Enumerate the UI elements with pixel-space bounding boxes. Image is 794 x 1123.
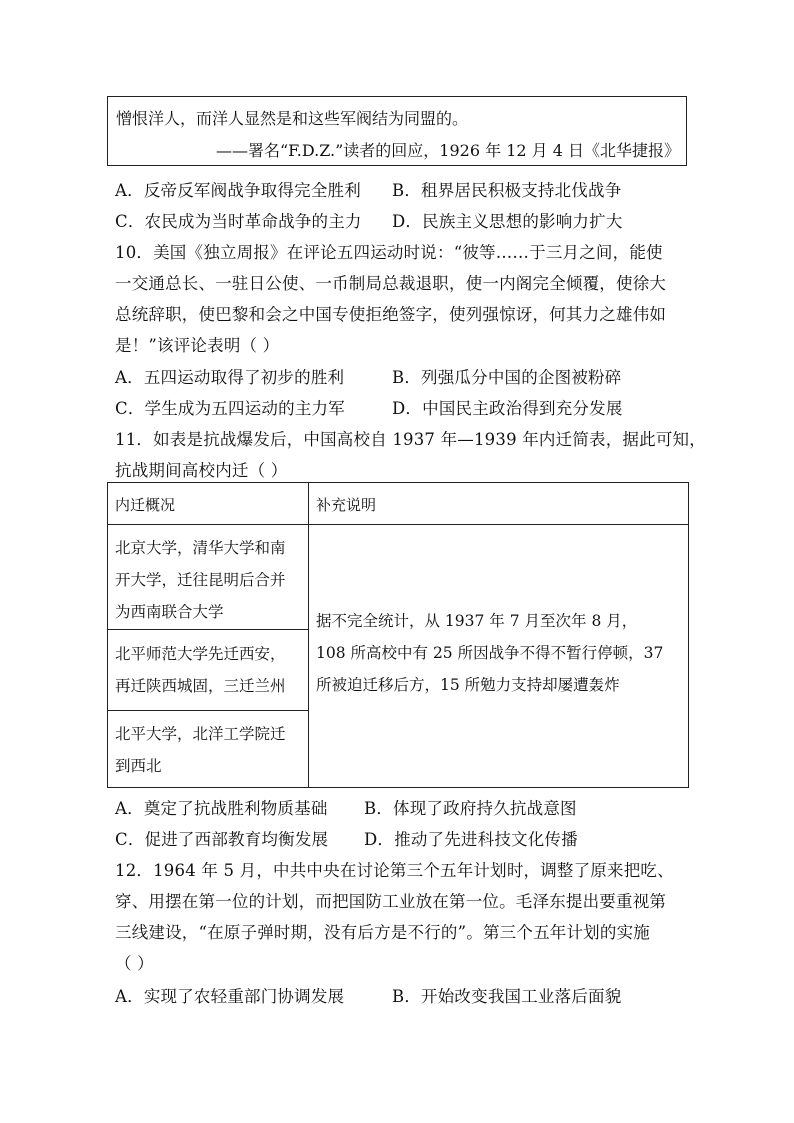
q9-option-d: D．民族主义思想的影响力扩大 (392, 212, 623, 231)
q12-stem-line: 三线建设，“在原子弹时期，没有后方是不行的”。第三个五年计划的实施 (115, 923, 650, 942)
q10-stem-line: 总统辞职，使巴黎和会之中国专使拒绝签字，使列强惊讶，何其力之雄伟如 (115, 305, 667, 324)
q11-option-a: A．奠定了抗战胜利物质基础 (115, 799, 328, 818)
table-note-line: 据不完全统计，从 1937 年 7 月至次年 8 月， (316, 612, 638, 630)
table-cell-line: 再迁陕西城固，三迁兰州 (115, 677, 286, 695)
q10-option-d: D．中国民主政治得到充分发展 (392, 399, 623, 418)
q9-option-a: A．反帝反军阀战争取得完全胜利 (115, 181, 361, 200)
q10-option-c: C．学生成为五四运动的主力军 (115, 399, 345, 418)
table-row (108, 525, 308, 629)
q11-stem-line: 11．如表是抗战爆发后，中国高校自 1937 年—1939 年内迁简表，据此可知， (115, 430, 706, 449)
q12-option-a: A．实现了农轻重部门协调发展 (115, 987, 345, 1006)
table-row (108, 630, 308, 710)
table-column-divider (308, 483, 309, 787)
table-cell-line: 北京大学，清华大学和南 (115, 539, 286, 557)
table-row (108, 711, 308, 787)
table-header-right: 补充说明 (316, 496, 377, 514)
q11-option-d: D．推动了先进科技文化传播 (364, 830, 578, 849)
q10-option-a: A．五四运动取得了初步的胜利 (115, 368, 345, 387)
quote-text: 憎恨洋人，而洋人显然是和这些军阀结为同盟的。 (116, 109, 469, 128)
table-header-left: 内迁概况 (115, 496, 176, 514)
table-header-row (108, 483, 688, 525)
table-note-line: 108 所高校中有 25 所因战争不得不暂行停顿，37 (316, 644, 664, 662)
table-cell-line: 北平师范大学先迁西安， (115, 645, 286, 663)
q12-option-b: B．开始改变我国工业落后面貌 (392, 987, 622, 1006)
q11-option-c: C．促进了西部教育均衡发展 (115, 830, 329, 849)
q12-stem-line: （ ） (115, 954, 154, 973)
q9-option-b: B．租界居民积极支持北伐战争 (392, 181, 622, 200)
quote-source: ——署名“F.D.Z.”读者的回应，1926 年 12 月 4 日《北华捷报》 (215, 141, 680, 160)
q12-stem-line: 12．1964 年 5 月，中共中央在讨论第三个五年计划时，调整了原来把吃、 (115, 861, 674, 880)
q10-stem-line: 一交通总长、一驻日公使、一币制局总裁退职，使一内阁完全倾覆，使徐大 (115, 274, 667, 293)
q10-stem-line: 10．美国《独立周报》在评论五四运动时说：“彼等……于三月之间，能使 (115, 243, 663, 262)
q9-option-c: C．农民成为当时革命战争的主力 (115, 212, 362, 231)
q10-option-b: B．列强瓜分中国的企图被粉碎 (392, 368, 622, 387)
quote-box (107, 96, 687, 166)
q10-stem-line: 是！”该评论表明（ ） (115, 336, 280, 355)
table-cell-line: 开大学，迁往昆明后合并 (115, 571, 286, 589)
q11-stem-line: 抗战期间高校内迁（ ） (115, 461, 288, 480)
table-cell-line: 到西北 (115, 757, 162, 775)
q11-option-b: B．体现了政府持久抗战意图 (364, 799, 577, 818)
table-cell-line: 北平大学，北洋工学院迁 (115, 725, 286, 743)
table-cell-line: 为西南联合大学 (115, 603, 224, 621)
table-note-cell (316, 605, 688, 701)
q12-stem-line: 穿、用摆在第一位的计划，而把国防工业放在第一位。毛泽东提出要重视第 (115, 892, 667, 911)
table-note-line: 所被迫迁移后方，15 所勉力支持却屡遭轰炸 (316, 676, 620, 694)
relocation-table (107, 482, 689, 788)
